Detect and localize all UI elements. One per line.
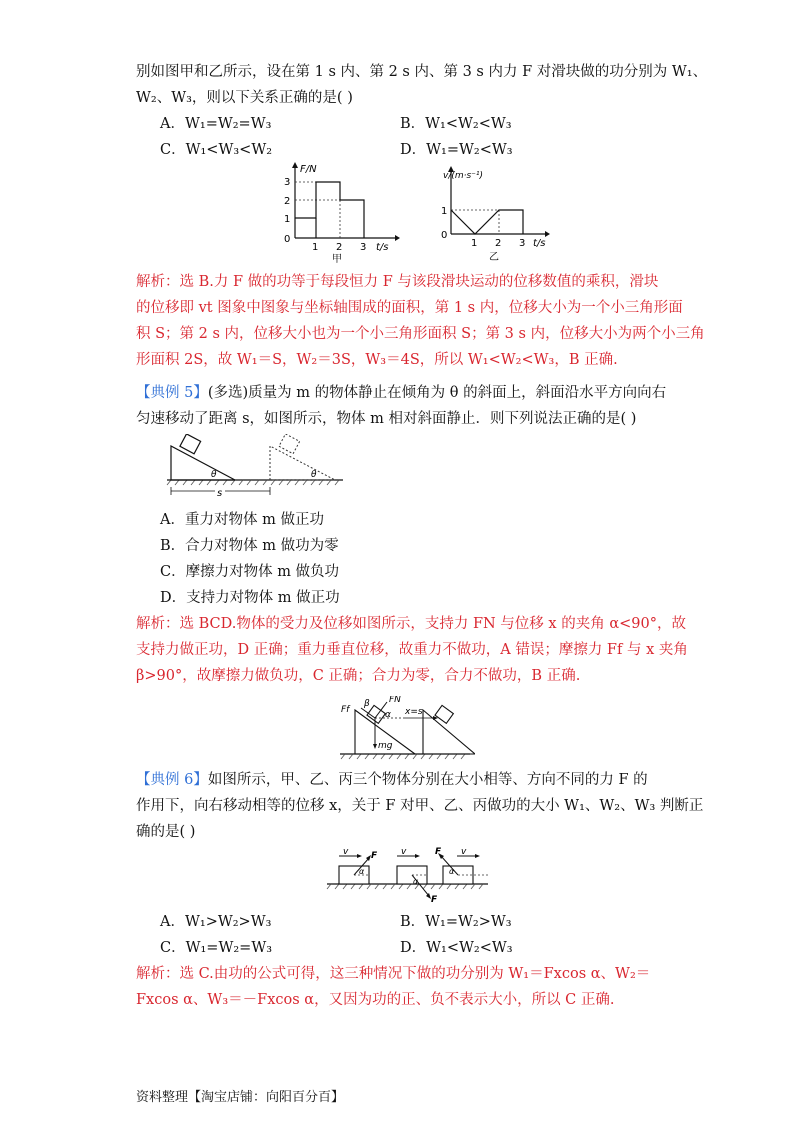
q4-option-a[interactable]: A．W₁=W₂=W₃: [160, 116, 272, 132]
q4-right-y-label: v/(m·s⁻¹): [443, 171, 484, 181]
q5-alpha-label: α: [385, 710, 391, 720]
q4-option-b[interactable]: B．W₁<W₂<W₃: [400, 116, 512, 132]
q6-stem-line-2: 作用下，向右移动相等的位移 x，关于 F 对甲、乙、丙做功的大小 W₁、W₂、W₃ 判断正: [136, 798, 704, 814]
q4-left-x-label: t/s: [376, 242, 389, 253]
q4-left-xtick-3: 3: [360, 242, 367, 253]
q6-alpha-label-2: α: [413, 877, 419, 886]
q6-option-d[interactable]: D．W₁<W₂<W₃: [400, 940, 513, 956]
q6-stem-line-3: 确的是( ): [136, 824, 196, 840]
q6-option-c[interactable]: C．W₁=W₂=W₃: [160, 940, 273, 956]
q4-right-xtick-3: 3: [519, 238, 526, 249]
q6-stem-line-1: [136, 770, 648, 790]
q4-left-ytick-1: 1: [284, 214, 291, 225]
q6-alpha-label-1: α: [359, 867, 365, 876]
q4-solution-line-2: 的位移即 vt 图象中图象与坐标轴围成的面积，第 1 s 内，位移大小为一个小三角形面: [136, 300, 683, 316]
q5-distance-label: s: [217, 488, 223, 499]
q4-right-caption: 乙: [489, 252, 499, 263]
q4-force-time-graph: [280, 160, 400, 266]
q5-stem-line-1: [136, 383, 666, 403]
q5-tag: 【典例 5】: [136, 385, 208, 401]
q6-three-blocks-figure: [325, 846, 490, 908]
q4-option-c[interactable]: C．W₁<W₃<W₂: [160, 142, 273, 158]
q6-tag: 【典例 6】: [136, 772, 208, 788]
q5-theta-label-2: θ: [311, 470, 317, 480]
q5-solution-line-3: β>90°，故摩擦力做负功，C 正确；合力为零，合力不做功，B 正确.: [136, 668, 581, 684]
q4-right-x-label: t/s: [533, 238, 546, 249]
q4-left-xtick-2: 2: [336, 242, 343, 253]
q4-left-caption: 甲: [332, 254, 342, 265]
q5-stem-line-2: 匀速移动了距离 s，如图所示，物体 m 相对斜面静止．则下列说法正确的是( ): [136, 411, 637, 427]
q6-v-label-2: v: [401, 847, 407, 857]
q5-incline-figure: [165, 434, 345, 502]
q6-f-label-2: F: [431, 895, 438, 905]
q4-option-d[interactable]: D．W₁=W₂<W₃: [400, 142, 513, 158]
q6-f-label-3: F: [435, 847, 442, 857]
q5-fn-label: FN: [389, 696, 401, 705]
q4-velocity-time-graph: [435, 164, 553, 264]
q4-stem-line-2: W₂、W₃，则以下关系正确的是( ): [136, 90, 353, 106]
q5-solution-line-2: 支持力做正功，D 正确；重力垂直位移，故重力不做功，A 错误；摩擦力 Ff 与 x 夹角: [136, 642, 688, 658]
q4-left-ytick-3: 3: [284, 177, 291, 188]
q6-option-a[interactable]: A．W₁>W₂>W₃: [160, 914, 272, 930]
q5-beta-label: β: [364, 699, 370, 709]
q4-left-xtick-1: 1: [312, 242, 319, 253]
q5-force-diagram: [335, 696, 475, 766]
q4-solution-line-4: 形面积 2S，故 W₁＝S，W₂＝3S，W₃＝4S，所以 W₁<W₂<W₃，B 正确.: [136, 352, 618, 368]
page-footer: 资料整理【淘宝店铺：向阳百分百】: [136, 1090, 345, 1105]
q5-option-c[interactable]: C．摩擦力对物体 m 做负功: [160, 564, 340, 580]
q6-option-b[interactable]: B．W₁=W₂>W₃: [400, 914, 512, 930]
q4-right-xtick-1: 1: [471, 238, 478, 249]
q5-stem-text: (多选)质量为 m 的物体静止在倾角为 θ 的斜面上，斜面沿水平方向向右: [207, 385, 667, 401]
q4-left-y-label: F/N: [300, 164, 317, 175]
q6-solution-line-1: 解析：选 C.由功的公式可得，这三种情况下做的功分别为 W₁＝Fxcos α、W₂＝: [136, 966, 651, 982]
q5-solution-line-1: 解析：选 BCD.物体的受力及位移如图所示，支持力 FN 与位移 x 的夹角 α<90°，故: [136, 616, 686, 632]
q4-right-ytick-1: 1: [441, 206, 448, 217]
q4-left-ytick-2: 2: [284, 196, 291, 207]
q4-solution-line-3: 积 S；第 2 s 内，位移大小也为一个小三角形面积 S；第 3 s 内，位移大小为两个小三角: [136, 326, 705, 342]
q5-theta-label-1: θ: [211, 470, 217, 480]
q6-stem-text: 如图所示，甲、乙、丙三个物体分别在大小相等、方向不同的力 F 的: [207, 772, 648, 788]
q4-stem-line-1: 别如图甲和乙所示，设在第 1 s 内、第 2 s 内、第 3 s 内力 F 对滑块做的功分别为 W₁、: [136, 64, 708, 80]
q4-solution-line-1: 解析：选 B.力 F 做的功等于每段恒力 F 与该段滑块运动的位移数值的乘积，滑块: [136, 274, 659, 290]
q5-ff-label: Ff: [341, 705, 350, 715]
q6-f-label-1: F: [371, 851, 378, 861]
q5-displacement-label: x=s: [405, 707, 423, 717]
q5-mg-label: mg: [378, 741, 393, 751]
q6-alpha-label-3: α: [449, 867, 455, 876]
q5-option-d[interactable]: D．支持力对物体 m 做正功: [160, 590, 340, 606]
q6-v-label-3: v: [461, 847, 467, 857]
q5-option-b[interactable]: B．合力对物体 m 做功为零: [160, 538, 339, 554]
q5-option-a[interactable]: A．重力对物体 m 做正功: [160, 512, 324, 528]
q4-left-ytick-0: 0: [284, 234, 291, 245]
q6-v-label-1: v: [343, 847, 349, 857]
q6-solution-line-2: Fxcos α、W₃＝－Fxcos α，又因为功的正、负不表示大小，所以 C 正确.: [136, 992, 615, 1008]
q4-right-ytick-0: 0: [441, 230, 448, 241]
q4-right-xtick-2: 2: [495, 238, 502, 249]
